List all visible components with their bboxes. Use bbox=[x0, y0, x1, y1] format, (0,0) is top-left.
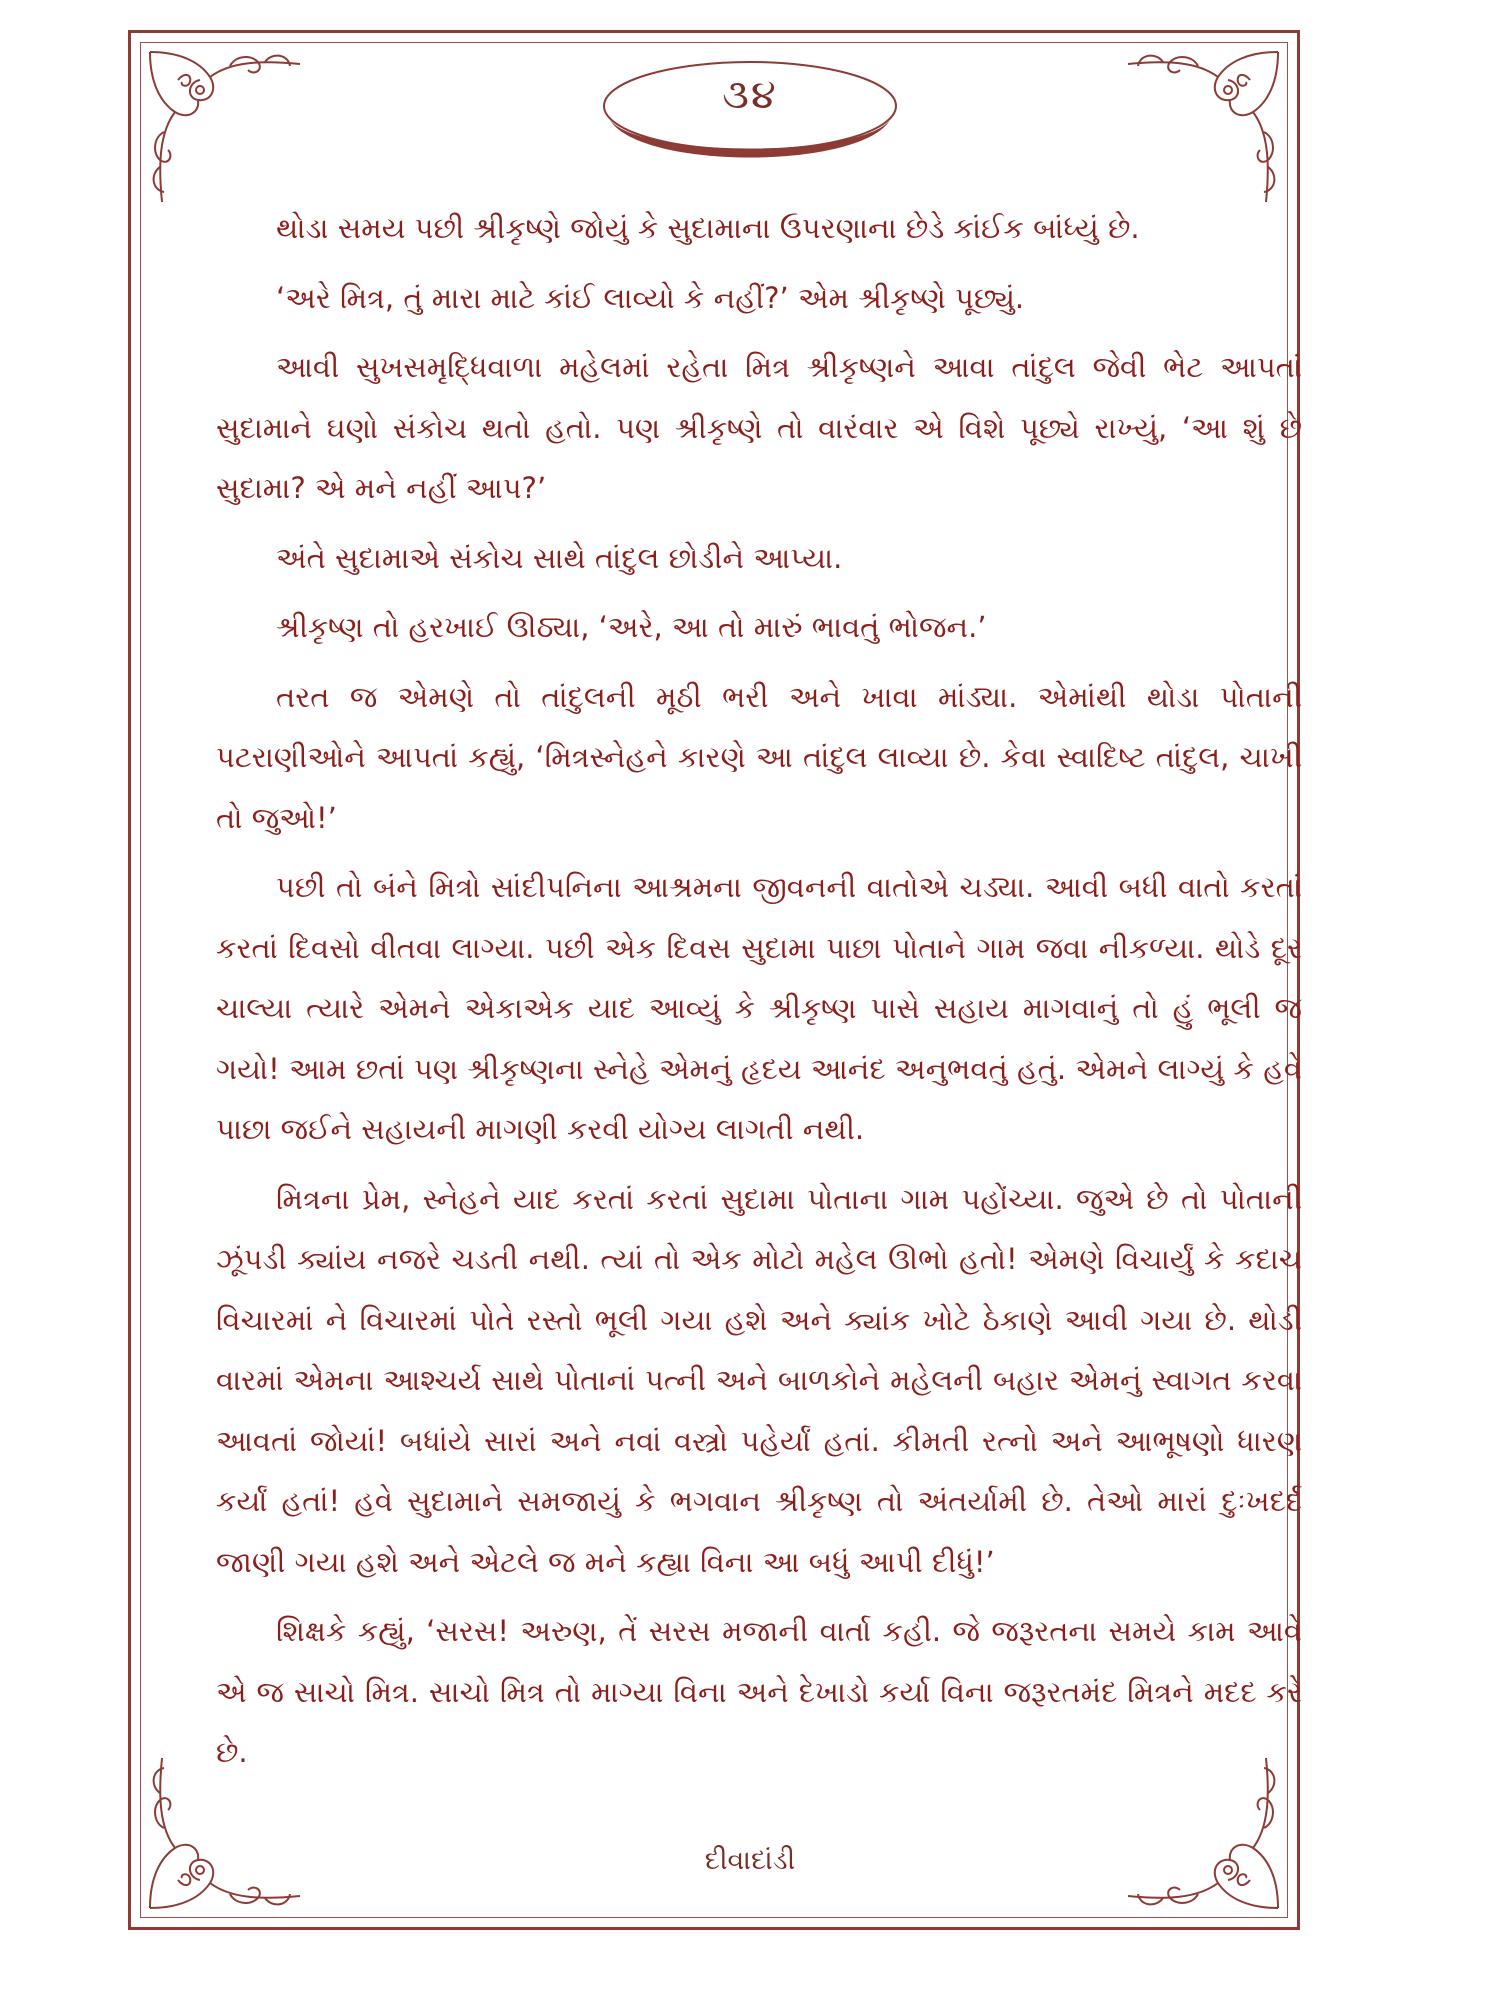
paragraph: શિક્ષકે કહ્યું, ‘સરસ! અરુણ, તેં સરસ મજાની વાર્તા કહી. જે જરૂરતના સમયે કામ આવે એ જ સાચો મિત્ર. સાચો મિત્ર તો માગ્યા વિના અને દેખાડો કર્યા વિના જરૂરતમંદ મિત્રને મદદ કરે છે. bbox=[216, 1614, 1302, 1769]
footer-title: દીવાદાંડી bbox=[704, 1845, 796, 1876]
paragraph: તરત જ એમણે તો તાંદુલની મૂઠી ભરી અને ખાવા માંડ્યા. એમાંથી થોડા પોતાની પટરાણીઓને આપતાં કહ્યું, ‘મિત્રસ્નેહને કારણે આ તાંદુલ લાવ્યા છે. કેવા સ્વાદિષ્ટ તાંદુલ, ચાખી તો જુઓ!’ bbox=[216, 679, 1302, 835]
page-number: ૩૪ bbox=[722, 72, 778, 118]
corner-ornament-icon bbox=[140, 42, 320, 222]
paragraph: થોડા સમય પછી શ્રીકૃષ્ણે જોયું કે સુદામાના ઉપરણાના છેડે કાંઈક બાંધ્યું છે. bbox=[276, 211, 1140, 245]
paragraph: શ્રીકૃષ્ણ તો હરખાઈ ઊઠ્યા, ‘અરે, આ તો મારું ભાવતું ભોજન.’ bbox=[276, 610, 987, 644]
page-number-oval bbox=[600, 58, 900, 176]
story-body bbox=[216, 198, 1302, 1792]
paragraph: આવી સુખસમૃદ્ધિવાળા મહેલમાં રહેતા મિત્ર શ્રીકૃષ્ણને આવા તાંદુલ જેવી ભેટ આપતાં સુદામાને ઘણો સંકોચ થતો હતો. પણ શ્રીકૃષ્ણે તો વારંવાર એ વિશે પૂછ્યે રાખ્યું, ‘આ શું છે સુદામા? એ મને નહીં આપ?’ bbox=[216, 350, 1302, 505]
corner-ornament-icon bbox=[1108, 42, 1288, 222]
paragraph: ‘અરે મિત્ર, તું મારા માટે કાંઈ લાવ્યો કે નહીં?’ એમ શ્રીકૃષ્ણે પૂછ્યું. bbox=[276, 280, 1025, 315]
paragraph: મિત્રના પ્રેમ, સ્નેહને યાદ કરતાં કરતાં સુદામા પોતાના ગામ પહોંચ્યા. જુએ છે તો પોતાની ઝૂંપડી ક્યાંય નજરે ચડતી નથી. ત્યાં તો એક મોટો મહેલ ઊભો હતો! એમણે વિચાર્યું કે કદાચ વિચારમાં ને વિચારમાં પોતે રસ્તો ભૂલી ગયા હશે અને ક્યાંક ખોટે ઠેકાણે આવી ગયા છે. થોડી વારમાં એમના આશ્ચર્ય સાથે પોતાનાં પત્ની અને બાળકોને મહેલની બહાર એમનું સ્વાગત કરવા આવતાં જોયાં! બધાંયે સારાં અને નવાં વસ્ત્રો પહેર્યાં હતાં. કીમતી રત્નો અને આભૂષણો ધારણ કર્યાં હતાં! હવે સુદામાને સમજાયું કે ભગવાન શ્રીકૃષ્ણ તો અંતર્યામી છે. તેઓ મારાં દુઃખદર્દ જાણી ગયા હશે અને એટલે જ મને કહ્યા વિના આ બધું આપી દીધું!’ bbox=[216, 1181, 1302, 1579]
paragraph: પછી તો બંને મિત્રો સાંદીપનિના આશ્રમના જીવનની વાતોએ ચડ્યા. આવી બધી વાતો કરતાં કરતાં દિવસો વીતવા લાગ્યા. પછી એક દિવસ સુદામા પાછા પોતાને ગામ જવા નીકળ્યા. થોડે દૂર ચાલ્યા ત્યારે એમને એકાએક યાદ આવ્યું કે શ્રીકૃષ્ણ પાસે સહાય માગવાનું તો હું ભૂલી જ ગયો! આમ છતાં પણ શ્રીકૃષ્ણના સ્નેહે એમનું હૃદય આનંદ અનુભવતું હતું. એમને લાગ્યું કે હવે પાછા જઈને સહાયની માગણી કરવી યોગ્ય લાગતી નથી. bbox=[216, 870, 1302, 1146]
paragraph: અંતે સુદામાએ સંકોચ સાથે તાંદુલ છોડીને આપ્યા. bbox=[276, 540, 843, 575]
